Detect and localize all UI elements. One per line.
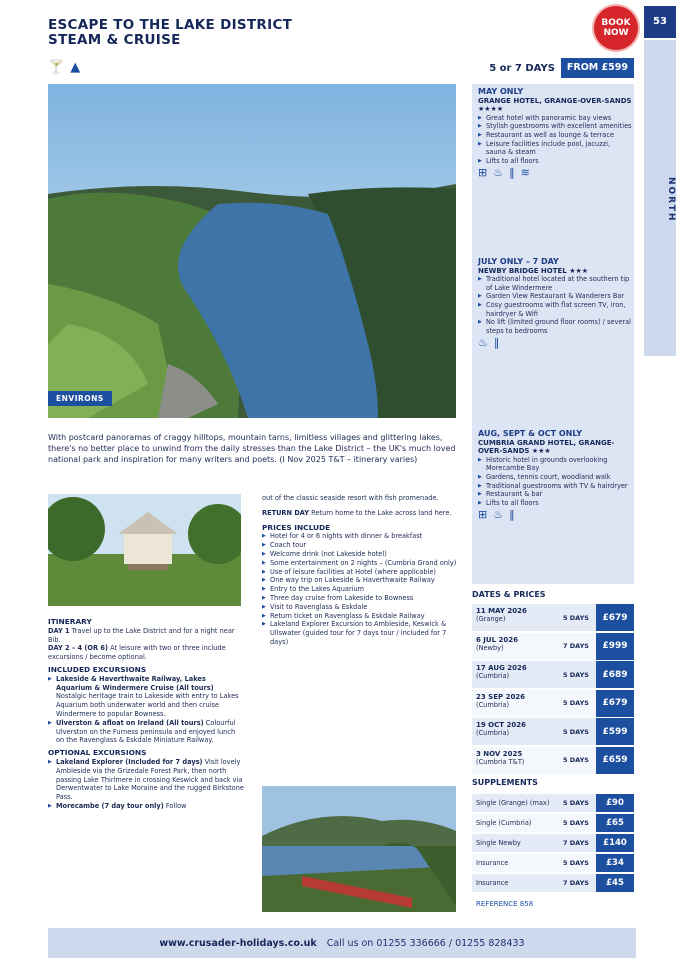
page-number: 53 <box>644 6 676 38</box>
hotel-name: GRANGE HOTEL, GRANGE-OVER-SANDS ★★★★ <box>478 96 632 114</box>
date-row <box>472 747 634 774</box>
prices-list <box>262 532 458 646</box>
days-cell: 7 DAYS <box>563 839 589 847</box>
supplement-label: Single Newby <box>476 839 521 847</box>
hotel-feature: ▶ Garden View Restaurant & Wanderers Bar <box>486 292 632 301</box>
supplement-label: Single (Grange) (max) <box>476 799 550 807</box>
hotel-name: CUMBRIA GRAND HOTEL, GRANGE-OVER-SANDS ★★★ <box>478 438 615 456</box>
list-item: ▶ Hotel for 4 or 6 nights with dinner & breakfast <box>270 532 458 541</box>
return-day: RETURN DAY Return home to the Lake across land here. <box>262 508 452 517</box>
dining-icon: ‖ <box>493 336 500 350</box>
price-cell: £34 <box>596 854 634 872</box>
list-item: ▶ Entry to the Lakes Aquarium <box>270 585 458 594</box>
date-row <box>472 633 634 660</box>
days-cell: 7 DAYS <box>563 642 589 650</box>
restaurant-icon: ♨ <box>493 166 504 180</box>
list-item: ▶ Three day cruise from Lakeside to Bowness <box>270 594 458 603</box>
date-cell: 17 AUG 2026 (Cumbria) <box>476 664 527 680</box>
hotel-feature: ▶ Restaurant & bar <box>486 490 632 499</box>
supplement-label: Insurance <box>476 879 509 887</box>
hotel-feature: ▶ Lifts to all floors <box>486 157 632 166</box>
facility-icons <box>478 508 632 522</box>
steam-train-photo <box>262 786 456 912</box>
duration: 5 or 7 DAYS <box>489 62 555 74</box>
hotel-cumbria-grand <box>478 430 632 520</box>
price-cell: £999 <box>596 633 634 660</box>
days-cell: 5 DAYS <box>563 756 589 764</box>
duration-price <box>472 58 634 78</box>
prices-column <box>262 494 458 647</box>
dining-icon: ‖ <box>509 166 515 180</box>
price-cell: £659 <box>596 747 634 774</box>
list-item: ▶ Lakeland Explorer (Included for 7 days) Visit lovely Ambleside via the Grizedale Forest Park, then north passing Lake Thirlmere in crossing Keswick and back via Derwentwater to Lake Moraine and the rugged Birkstone Pass. <box>56 758 244 802</box>
bandstand-photo <box>48 494 241 606</box>
date-cell: 3 NOV 2025 (Cumbria T&T) <box>476 749 525 766</box>
footer-bar <box>48 928 636 958</box>
included-heading: INCLUDED EXCURSIONS <box>48 664 147 674</box>
intro-continued: out of the classic seaside resort with fish promenade. <box>262 494 439 502</box>
supplement-label: Single (Cumbria) <box>476 819 532 827</box>
hotel-features <box>478 456 632 508</box>
region-label: NORTH <box>666 177 676 223</box>
price-from: FROM £599 <box>561 58 634 78</box>
price-cell: £679 <box>596 690 634 717</box>
hotel-features <box>478 114 632 166</box>
days-cell: 7 DAYS <box>563 879 589 887</box>
optional-heading: OPTIONAL EXCURSIONS <box>48 748 147 758</box>
hotel-features <box>478 275 632 335</box>
hotel-feature: ▶ Traditional hotel located at the southern tip of Lake Windermere <box>486 275 632 292</box>
date-row <box>472 604 634 631</box>
days-cell: 5 DAYS <box>563 859 589 867</box>
restaurant-icon: ♨ <box>493 508 504 522</box>
hotel-period: JULY ONLY – 7 DAY <box>478 257 559 266</box>
days-cell: 5 DAYS <box>563 819 589 827</box>
itinerary-day1: DAY 1 Travel up to the Lake District and for a night near Bib. <box>48 626 235 644</box>
date-row <box>472 718 634 745</box>
website-link[interactable]: www.crusader-holidays.co.uk <box>159 937 317 949</box>
date-cell: 19 OCT 2026 (Cumbria) <box>476 721 526 737</box>
days-cell: 5 DAYS <box>563 613 589 622</box>
lift-icon: ⊞ <box>478 166 488 180</box>
tour-icons <box>48 60 80 76</box>
hotel-feature: ▶ Traditional guestrooms with TV & hairdryer <box>486 482 632 491</box>
price-cell: £599 <box>596 718 634 745</box>
list-item: ▶ Use of leisure facilities at Hotel (where applicable) <box>270 568 458 577</box>
days-cell: 5 DAYS <box>563 670 589 679</box>
list-item: ▶ One way trip on Lakeside & Haverthwaite Railway <box>270 576 458 585</box>
prices-heading: PRICES INCLUDE <box>262 522 331 532</box>
hotel-name: NEWBY BRIDGE HOTEL ★★★ <box>478 266 589 275</box>
date-cell: 23 SEP 2026 (Cumbria) <box>476 692 526 709</box>
itinerary-day2: DAY 2 – 4 (OR 6) At leisure with two or three include excursions / become optional. <box>48 644 226 662</box>
list-item: ▶ Ulverston & afloat on Ireland (All tours) Colourful Ulverston on the Furness peninsula and enjoyed lunch on the Ravenglass & Eskdale Miniature Railway. <box>56 719 244 745</box>
reference-code: REFERENCE 858 <box>476 900 534 908</box>
hotel-feature: ▶ Cosy guestrooms with flat screen TV, iron, hairdryer & Wifi <box>486 301 632 318</box>
supplement-row <box>472 874 634 892</box>
mountain-icon: ▲ <box>70 60 81 75</box>
days-cell: 5 DAYS <box>563 699 589 707</box>
lift-icon: ⊞ <box>478 508 488 522</box>
book-now-button[interactable]: BOOK NOW <box>594 6 638 50</box>
hotel-feature: ▶ Lifts to all floors <box>486 499 632 508</box>
list-item: ▶ Visit to Ravenglass & Eskdale <box>270 603 458 612</box>
date-row <box>472 690 634 717</box>
hotel-feature: ▶ Great hotel with panoramic bay views <box>486 114 632 123</box>
date-row <box>472 661 634 688</box>
itinerary-column <box>48 614 244 811</box>
hotel-period: MAY ONLY <box>478 87 524 96</box>
hotel-feature: ▶ No lift (limited ground floor rooms) / several steps to bedrooms <box>486 318 632 335</box>
price-cell: £140 <box>596 834 634 852</box>
cocktail-icon: 🍸 <box>48 60 65 75</box>
included-list <box>48 675 244 745</box>
price-cell: £45 <box>596 874 634 892</box>
facility-icons <box>478 166 632 180</box>
hotel-newby <box>478 258 632 348</box>
facility-icons <box>478 336 632 350</box>
hotel-feature: ▶ Leisure facilities include pool, jacuzzi, sauna & steam <box>486 140 632 157</box>
list-item: ▶ Return ticket on Ravenglass & Eskdale Railway <box>270 612 458 621</box>
photo-tag: ENVIRONS <box>48 391 112 406</box>
dates-heading: DATES & PRICES <box>472 590 546 599</box>
itinerary-heading: ITINERARY <box>48 617 92 626</box>
pool-icon: ≋ <box>520 166 530 180</box>
list-item: ▶ Lakeland Explorer Excursion to Ambleside, Keswick & Ullswater (guided tour for 7 days tour / included for 7 days) <box>270 620 458 646</box>
dining-icon: ‖ <box>509 508 515 522</box>
supplement-label: Insurance <box>476 859 509 867</box>
phone-numbers: Call us on 01255 336666 / 01255 828433 <box>326 937 525 949</box>
supplements-heading: SUPPLEMENTS <box>472 778 538 787</box>
list-item: ▶ Some entertainment on 2 nights – (Cumbria Grand only) <box>270 559 458 568</box>
list-item: ▶ Welcome drink (not Lakeside hotel) <box>270 550 458 559</box>
days-cell: 5 DAYS <box>563 727 589 736</box>
list-item: ▶ Morecambe (7 day tour only) Follow <box>56 802 244 811</box>
optional-list <box>48 758 244 811</box>
restaurant-icon: ♨ <box>478 336 488 350</box>
supplement-row <box>472 854 634 872</box>
lake-windermere-photo <box>48 84 456 418</box>
page-title: ESCAPE TO THE LAKE DISTRICT STEAM & CRUISE <box>48 17 293 48</box>
list-item: ▶ Coach tour <box>270 541 458 550</box>
price-cell: £90 <box>596 794 634 812</box>
date-cell: 11 MAY 2026 (Grange) <box>476 607 527 623</box>
list-item: ▶ Lakeside & Haverthwaite Railway, Lakes Aquarium & Windermere Cruise (All tours) Nostalgic heritage train to Lakeside with entry to Lakes Aquarium both underwater world and then cruise Windermere to popular Bowness. <box>56 675 244 719</box>
supplement-row <box>472 834 634 852</box>
hotel-feature: ▶ Gardens, tennis court, woodland walk <box>486 473 632 482</box>
supplement-row <box>472 814 634 832</box>
supplement-row <box>472 794 634 812</box>
intro-text: With postcard panoramas of craggy hilltops, mountain tarns, limitless villages and glittering lakes, there's no better place to unwind from the daily stresses than the Lake District – the UK's much loved national park and inspiration for many writers and poets. (I Nov 2025 T&T – itinerary varies) <box>48 433 456 464</box>
hotel-period: AUG, SEPT & OCT ONLY <box>478 429 582 438</box>
days-cell: 5 DAYS <box>563 799 589 807</box>
date-cell: 6 JUL 2026 (Newby) <box>476 635 518 652</box>
hotel-feature: ▶ Historic hotel in grounds overlooking Morecambe Bay <box>486 456 632 473</box>
price-cell: £689 <box>596 661 634 688</box>
hotel-feature: ▶ Stylish guestrooms with excellent amenities <box>486 122 632 131</box>
hotel-grange <box>478 88 632 178</box>
price-cell: £679 <box>596 604 634 631</box>
hotel-feature: ▶ Restaurant as well as lounge & terrace <box>486 131 632 140</box>
price-cell: £65 <box>596 814 634 832</box>
